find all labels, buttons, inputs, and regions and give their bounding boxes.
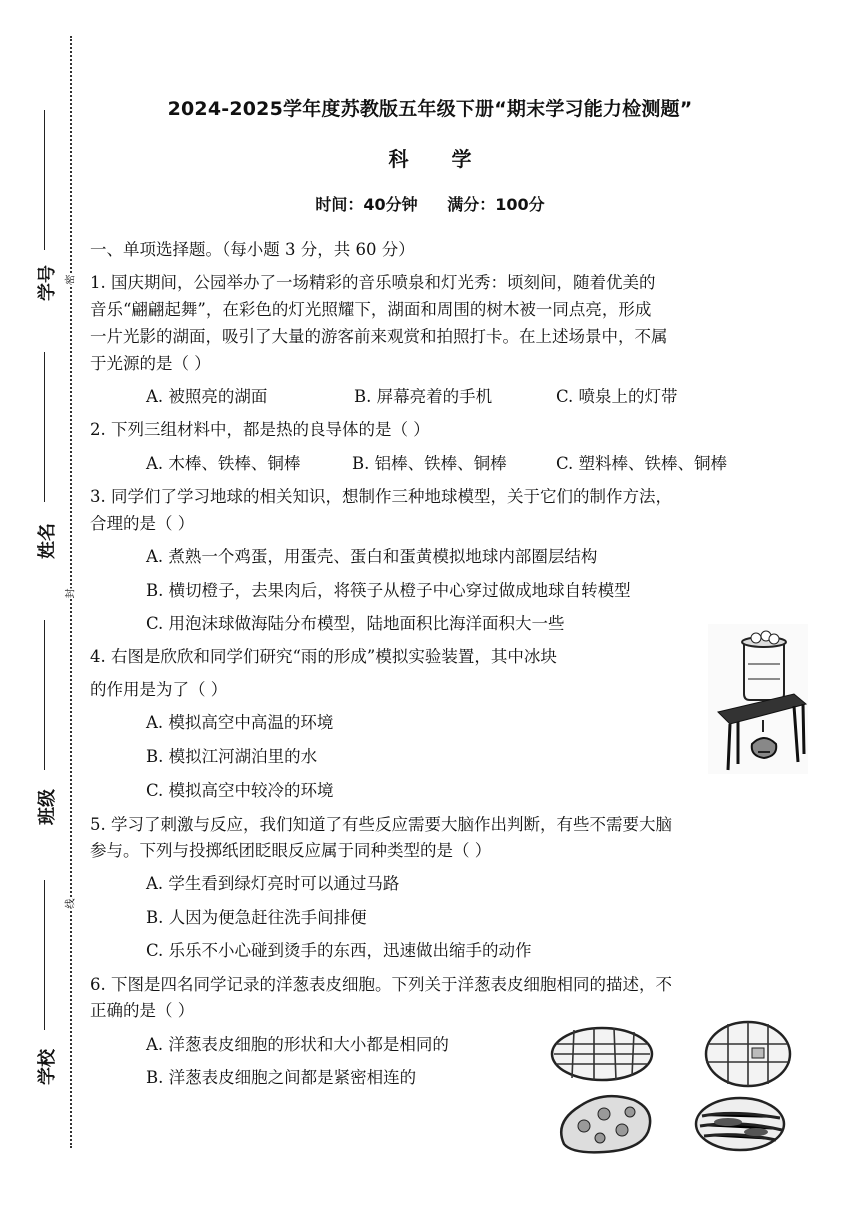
question-1-line-4: 于光源的是（ ） — [90, 354, 211, 373]
school-blank — [44, 880, 45, 1030]
question-1-line-1: 1. 国庆期间，公园举办了一场精彩的音乐喷泉和灯光秀：顷刻间，随着优美的 — [90, 273, 656, 292]
section-heading: 一、单项选择题。（每小题 3 分，共 60 分） — [90, 240, 415, 259]
question-4-line-2: 的作用是为了（ ） — [90, 680, 228, 699]
question-1-line-2: 音乐“翩翩起舞”，在彩色的灯光照耀下，湖面和周围的树木被一同点亮，形成 — [90, 300, 652, 319]
name-label: 姓名 — [37, 523, 58, 559]
rain-experiment-apparatus-icon — [708, 624, 808, 774]
name-blank — [44, 352, 45, 502]
class-label: 班级 — [37, 789, 58, 825]
question-1-option-c: C. 喷泉上的灯带 — [556, 387, 678, 406]
time-info: 时间：40分钟 — [315, 195, 418, 214]
question-5-option-c: C. 乐乐不小心碰到烫手的东西，迅速做出缩手的动作 — [146, 941, 532, 960]
question-4-option-b: B. 模拟江河湖泊里的水 — [146, 747, 318, 766]
question-6-line-1: 6. 下图是四名同学记录的洋葱表皮细胞。下列关于洋葱表皮细胞相同的描述，不 — [90, 975, 672, 994]
question-3-line-2: 合理的是（ ） — [90, 514, 195, 533]
class-blank — [44, 620, 45, 770]
question-2-option-a: A. 木棒、铁棒、铜棒 — [146, 454, 301, 473]
exam-title: 2024-2025学年度苏教版五年级下册“期末学习能力检测题” — [167, 98, 693, 120]
question-5-option-a: A. 学生看到绿灯亮时可以通过马路 — [146, 874, 400, 893]
question-5-line-2: 参与。下列与投掷纸团眨眼反应属于同种类型的是（ ） — [90, 841, 492, 860]
student-id-blank — [44, 110, 45, 250]
question-3-option-a: A. 煮熟一个鸡蛋，用蛋壳、蛋白和蛋黄模拟地球内部圈层结构 — [146, 547, 598, 566]
onion-epidermis-cell-drawings-icon — [544, 1014, 816, 1156]
subject-title: 科 学 — [388, 147, 490, 171]
seal-mi: 密 — [62, 275, 77, 285]
question-5-option-b: B. 人因为便急赶往洗手间排便 — [146, 908, 367, 927]
question-1-line-3: 一片光影的湖面，吸引了大量的游客前来观赏和拍照打卡。在上述场景中，不属 — [90, 327, 668, 346]
score-info: 满分：100分 — [447, 195, 545, 214]
seal-feng: 封 — [62, 589, 77, 599]
question-6-option-a: A. 洋葱表皮细胞的形状和大小都是相同的 — [146, 1035, 449, 1054]
school-label: 学校 — [37, 1049, 58, 1085]
question-3-option-c: C. 用泡沫球做海陆分布模型，陆地面积比海洋面积大一些 — [146, 614, 565, 633]
question-2-line-1: 2. 下列三组材料中，都是热的良导体的是（ ） — [90, 420, 430, 439]
question-1-option-a: A. 被照亮的湖面 — [146, 387, 268, 406]
question-4-option-a: A. 模拟高空中高温的环境 — [146, 713, 334, 732]
question-2-option-b: B. 铝棒、铁棒、铜棒 — [352, 454, 507, 473]
question-6-option-b: B. 洋葱表皮细胞之间都是紧密相连的 — [146, 1068, 417, 1087]
question-4-option-c: C. 模拟高空中较冷的环境 — [146, 781, 334, 800]
question-5-line-1: 5. 学习了刺激与反应，我们知道了有些反应需要大脑作出判断，有些不需要大脑 — [90, 815, 672, 834]
seal-xian: 线 — [62, 899, 77, 909]
question-3-line-1: 3. 同学们了学习地球的相关知识，想制作三种地球模型，关于它们的制作方法， — [90, 487, 672, 506]
question-1-option-b: B. 屏幕亮着的手机 — [354, 387, 493, 406]
question-2-option-c: C. 塑料棒、铁棒、铜棒 — [556, 454, 728, 473]
time-score-line — [0, 192, 860, 215]
question-6-line-2: 正确的是（ ） — [90, 1001, 195, 1020]
student-id-label: 学号 — [37, 265, 58, 301]
question-3-option-b: B. 横切橙子，去果肉后，将筷子从橙子中心穿过做成地球自转模型 — [146, 581, 631, 600]
question-4-line-1: 4. 右图是欣欣和同学们研究“雨的形成”模拟实验装置，其中冰块 — [90, 647, 557, 666]
